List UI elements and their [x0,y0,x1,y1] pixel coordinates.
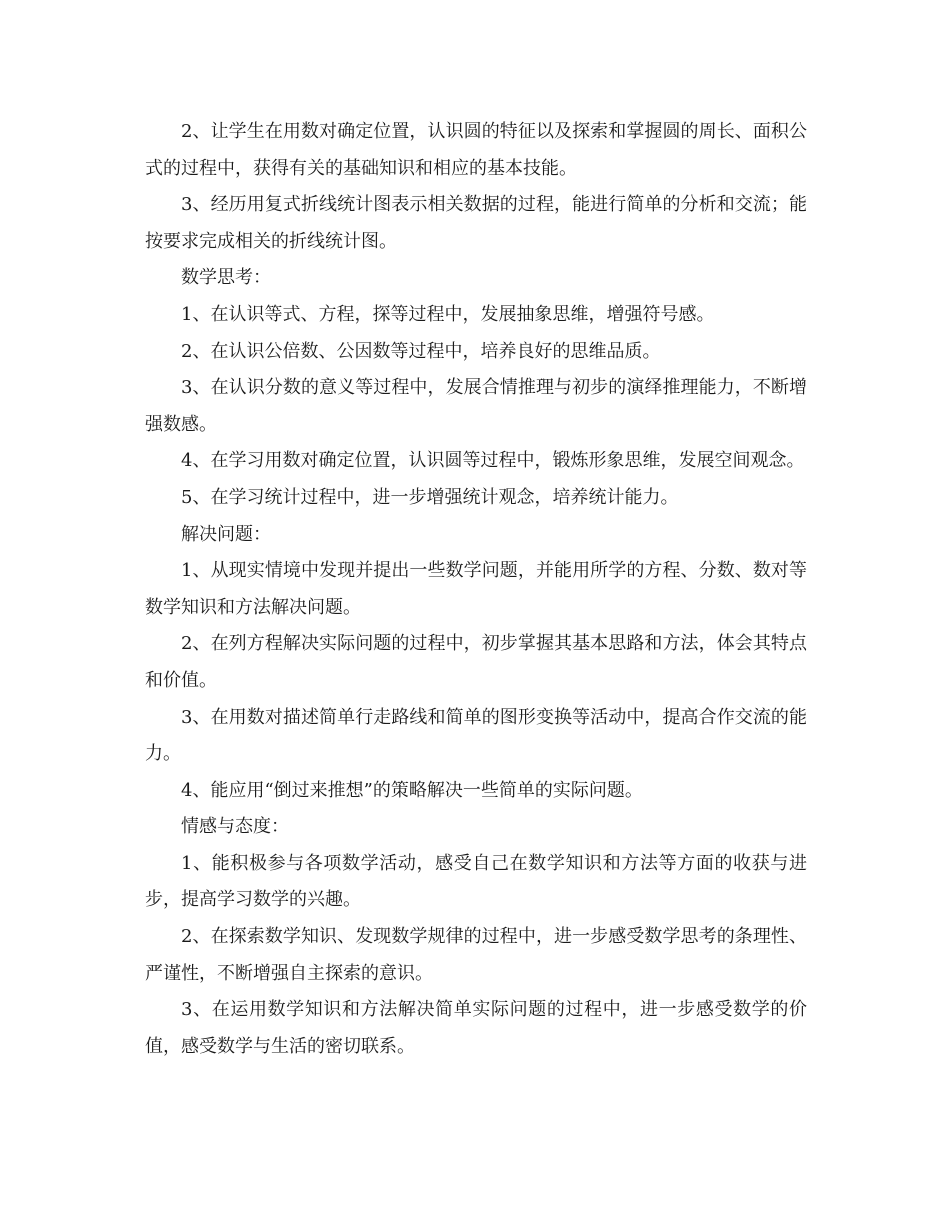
paragraph-thinking-4: 4、在学习用数对确定位置，认识圆等过程中，锻炼形象思维，发展空间观念。 [181,450,805,472]
paragraph-thinking-3: 3、在认识分数的意义等过程中，发展合情推理与初步的演绎推理能力，不断增强数感。 [145,377,807,435]
paragraph-thinking-1: 1、在认识等式、方程，探等过程中，发展抽象思维，增强符号感。 [181,303,715,325]
paragraph-problem-1: 1、从现实情境中发现并提出一些数学问题，并能用所学的方程、分数、数对等数学知识和方法解决问题。 [145,560,807,618]
paragraph-problem-3: 3、在用数对描述简单行走路线和简单的图形变换等活动中，提高合作交流的能力。 [145,706,807,765]
section-heading-problem-solving: 解决问题： [181,523,271,545]
paragraph-emotion-1: 1、能积极参与各项数学活动，感受自己在数学知识和方法等方面的收获与进步，提高学习数学的兴趣。 [145,852,807,911]
section-heading-math-thinking: 数学思考： [181,267,271,289]
paragraph-emotion-3: 3、在运用数学知识和方法解决简单实际问题的过程中，进一步感受数学的价值，感受数学与生活的密切联系。 [145,999,807,1057]
paragraph-goal-2: 2、让学生在用数对确定位置，认识圆的特征以及探索和掌握圆的周长、面积公式的过程中，获得有关的基础知识和相应的基本技能。 [145,121,807,179]
paragraph-problem-2: 2、在列方程解决实际问题的过程中，初步掌握其基本思路和方法，体会其特点和价值。 [145,633,807,691]
section-heading-emotion-attitude: 情感与态度： [181,816,289,838]
paragraph-problem-4: 4、能应用“倒过来推想”的策略解决一些简单的实际问题。 [181,779,643,801]
paragraph-emotion-2: 2、在探索数学知识、发现数学规律的过程中，进一步感受数学思考的条理性、严谨性，不断增强自主探索的意识。 [145,926,807,984]
paragraph-goal-3: 3、经历用复式折线统计图表示相关数据的过程，能进行简单的分析和交流；能按要求完成相关的折线统计图。 [145,194,807,252]
document-page [145,114,807,1065]
paragraph-thinking-5: 5、在学习统计过程中，进一步增强统计观念，培养统计能力。 [181,486,679,508]
paragraph-thinking-2: 2、在认识公倍数、公因数等过程中，培养良好的思维品质。 [181,340,661,362]
